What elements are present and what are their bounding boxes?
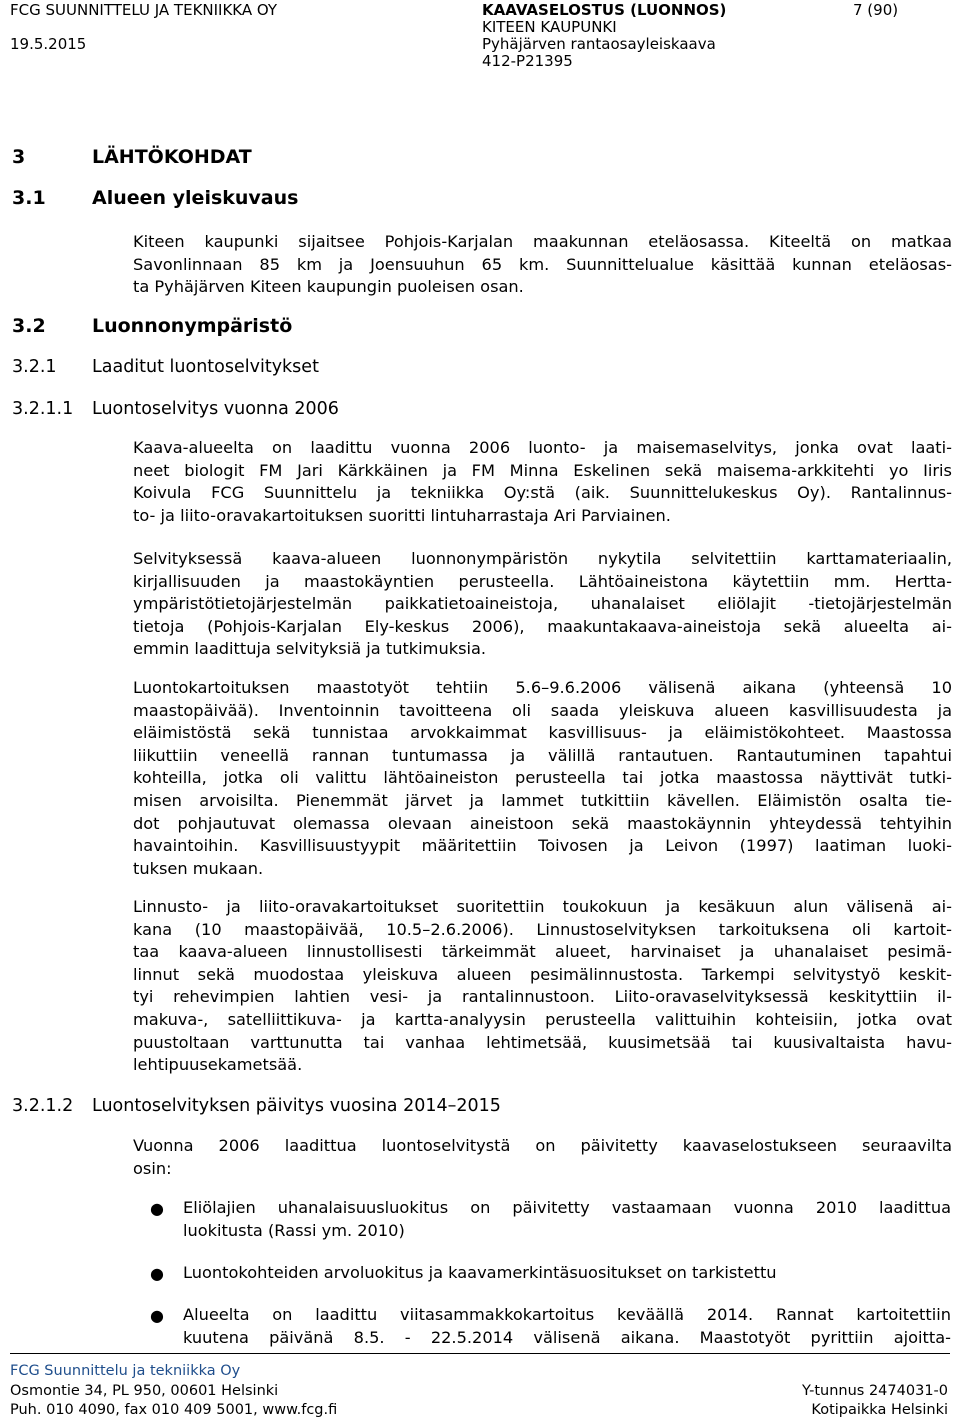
section-3-2-1-2-number: 3.2.1.2 <box>12 1096 74 1116</box>
paragraph-bird-survey: Linnusto- ja liito-oravakartoitukset suoritettiin toukokuun ja kesäkuun alun välisenä ai- kana (10 maastopäivää, 10.5–2.6.2006). Linnustoselvityksen tarkoituksena oli kartoit- taa kaava-alueen linnustollisesti tärkeimmät alueet, harvinaiset ja uhanalaiset pesimä- linnut sekä muodostaa yleiskuva alueen pesimälinnustosta. Tarkempi selvitystyö keskit- tyi rehevimpien lahtien vesi- ja rantalinnustoon. Liito-oravaselvityksessä keskityttiin il- makuva-, satelliittikuva- ja kartta-analyysin perusteella valittuihin kohteisiin, jotka ovat puustoltaan varttunutta tai vanhaa lehtimetsää, kuusimetsää tai kuusivaltaista havu- lehtipuusekametsää. <box>133 897 952 1075</box>
header-project-number: 412-P21395 <box>482 52 573 70</box>
header-date: 19.5.2015 <box>10 35 87 53</box>
paragraph-update-intro: Vuonna 2006 laadittua luontoselvitystä on päivitetty kaavaselostukseen seuraavilta osin: <box>133 1136 952 1178</box>
header-company: FCG SUUNNITTELU JA TEKNIIKKA OY <box>10 1 278 19</box>
footer-business-id: Y-tunnus 2474031-0 <box>801 1383 948 1399</box>
paragraph-survey-methods: Selvityksessä kaava-alueen luonnonympäristön nykytila selvitettiin karttamateriaalin, kirjallisuuden ja maastokäyntien perusteella. Lähtöaineistona käytettiin mm. Hertta- ympäristötietojärjestelmän paikkatietoaineistoja, uhanalaiset eliölajit -tietojärjestelmän tietoja (Pohjois-Karjalan Ely-keskus 2006), maakuntakaava-aineistoja sekä alueelta ai- emmin laadittuja selvityksiä ja tutkimuksia. <box>133 549 952 659</box>
list-item: Luontokohteiden arvoluokitus ja kaavamerkintäsuositukset on tarkistettu <box>183 1263 777 1282</box>
header-page-number: 7 (90) <box>853 1 899 19</box>
footer-domicile: Kotipaikka Helsinki <box>811 1402 948 1418</box>
footer-address: Osmontie 34, PL 950, 00601 Helsinki <box>10 1383 279 1399</box>
paragraph-survey-2006: Kaava-alueelta on laadittu vuonna 2006 luonto- ja maisemaselvitys, jonka ovat laati- neet biologit FM Jari Kärkkäinen ja FM Minna Eskelinen sekä maisema-arkkitehti yo Iiris Koivula FCG Suunnittelu ja tekniikka Oy:stä (aik. Suunnittelukeskus Oy). Rantalinnus- to- ja liito-oravakartoituksen suoritti lintuharrastaja Ari Parviainen. <box>133 438 952 525</box>
section-3-1-number: 3.1 <box>12 187 46 209</box>
bullet-icon: ● <box>150 1264 164 1283</box>
section-3-2-1-number: 3.2.1 <box>12 357 57 377</box>
list-item: Eliölajien uhanalaisuusluokitus on päivitetty vastaamaan vuonna 2010 laadittua luokitusta (Rassi ym. 2010) <box>183 1198 951 1240</box>
header-project: Pyhäjärven rantaosayleiskaava <box>482 35 716 53</box>
header-client: KITEEN KAUPUNKI <box>482 18 617 36</box>
list-item: Alueelta on laadittu viitasammakkokartoitus keväällä 2014. Rannat kartoitettiin kuutena päivänä 8.5. - 22.5.2014 välisenä aikana. Maastotyöt pyrittiin ajoitta- <box>183 1305 951 1347</box>
section-3-2-1-1-number: 3.2.1.1 <box>12 399 74 419</box>
section-3-2-1-1-title: Luontoselvitys vuonna 2006 <box>92 399 339 419</box>
bullet-icon: ● <box>150 1306 164 1325</box>
section-3-title: LÄHTÖKOHDAT <box>92 146 252 168</box>
section-3-2-1-title: Laaditut luontoselvitykset <box>92 357 319 377</box>
section-3-2-number: 3.2 <box>12 315 46 337</box>
footer-divider <box>10 1353 950 1354</box>
footer-contacts: Puh. 010 4090, fax 010 409 5001, www.fcg.fi <box>10 1402 338 1418</box>
section-3-2-1-2-title: Luontoselvityksen päivitys vuosina 2014–2015 <box>92 1096 501 1116</box>
section-3-2-title: Luonnonympäristö <box>92 315 293 337</box>
footer-company: FCG Suunnittelu ja tekniikka Oy <box>10 1363 241 1379</box>
bullet-icon: ● <box>150 1199 164 1218</box>
paragraph-fieldwork: Luontokartoituksen maastotyöt tehtiin 5.6–9.6.2006 välisenä aikana (yhteensä 10 maastopäivää). Inventoinnin tavoitteena oli saada yleiskuva alueen kasvillisuudesta ja eläimistöstä sekä tunnistaa arvokkaimmat kasvillisuus- ja eläimistökohteet. Maastossa liikuttiin veneellä rannan tuntumassa ja välillä rantautuen. Rantautuminen tapahtui kohteilla, jotka oli valittu lähtöaineiston perusteella tai jotka maastossa näyttivät tutki- misen arvoisilta. Pienemmät järvet ja lammet tutkittiin kävellen. Eläimistön osalta tie- dot pohjautuvat olemassa olevaan aineistoon sekä maastokäynnin yhteydessä tehtyihin havaintoihin. Kasvillisuustyypit määritettiin Toivosen ja Leivon (1997) laatiman luoki- tuksen mukaan. <box>133 678 952 878</box>
section-3-number: 3 <box>12 146 26 168</box>
header-doc-title: KAAVASELOSTUS (LUONNOS) <box>482 1 727 19</box>
section-3-1-title: Alueen yleiskuvaus <box>92 187 299 209</box>
paragraph-area-overview: Kiteen kaupunki sijaitsee Pohjois-Karjalan maakunnan eteläosassa. Kiteeltä on matkaa Savonlinnaan 85 km ja Joensuuhun 65 km. Suunnittelualue käsittää kunnan eteläosas- ta Pyhäjärven Kiteen kaupungin puoleisen osan. <box>133 232 952 297</box>
